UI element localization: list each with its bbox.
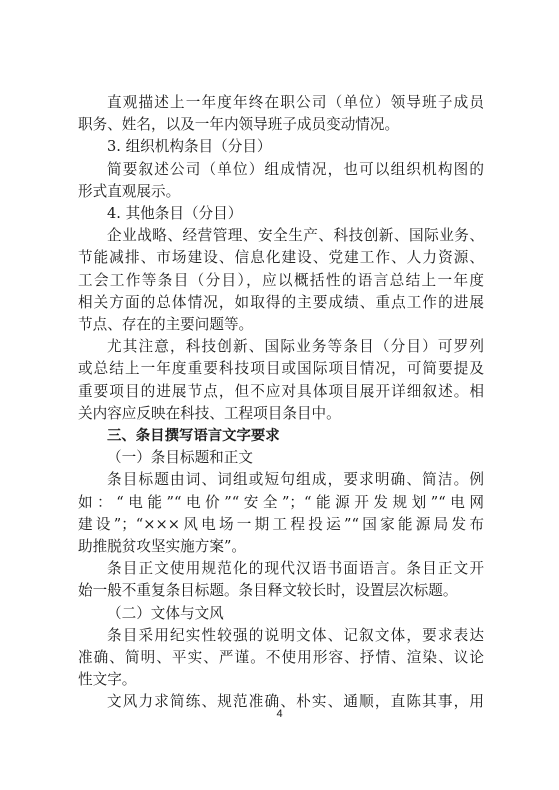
text-line: 工会工作等条目（分目），应以概括性的语言总结上一年度 [78, 271, 484, 289]
text-line: 职务、姓名，以及一年内领导班子成员变动情况。 [78, 116, 400, 134]
text-line: 形式直观展示。 [78, 182, 181, 200]
text-line: 条目采用纪实性较强的说明文体、记叙文体，要求表达 [107, 626, 484, 644]
text-line: 条目正文使用规范化的现代汉语书面语言。条目正文开 [107, 560, 484, 578]
text-line: 建设”；“×××风电场一期工程投运”“国家能源局发布 [78, 515, 484, 533]
text-line: 文风力求简练、规范准确、朴实、通顺，直陈其事，用 [107, 693, 484, 711]
text-line: 4. 其他条目（分目） [107, 205, 243, 223]
text-line: 重要项目的进展节点，但不应对具体项目展开详细叙述。相 [78, 382, 484, 400]
text-line: 简要叙述公司（单位）组成情况，也可以组织机构图的 [107, 160, 484, 178]
text-line: 助推脱贫攻坚实施方案”。 [78, 538, 246, 556]
page-number: 4 [276, 708, 283, 720]
text-line: 性文字。 [78, 671, 137, 689]
text-line: 企业战略、经营管理、安全生产、科技创新、国际业务、 [107, 227, 484, 245]
text-line: 或总结上一年度重要科技项目或国际项目情况，可简要提及 [78, 360, 484, 378]
text-line: （一）条目标题和正文 [107, 449, 253, 467]
text-line: 三、条目撰写语言文字要求 [107, 428, 280, 445]
text-line: 始一般不重复条目标题。条目释文较长时，设置层次标题。 [78, 582, 458, 600]
text-line: 关内容应反映在科技、工程项目条目中。 [78, 404, 341, 422]
text-line: 尤其注意，科技创新、国际业务等条目（分目）可罗列 [107, 338, 484, 356]
text-line: 相关方面的总体情况，如取得的主要成绩、重点工作的进展 [78, 293, 484, 311]
text-line: 直观描述上一年度年终在职公司（单位）领导班子成员 [107, 94, 484, 111]
text-line: 节点、存在的主要问题等。 [78, 316, 254, 334]
text-line: 节能减排、市场建设、信息化建设、党建工作、人力资源、 [78, 249, 484, 267]
text-line: 条目标题由词、词组或短句组成，要求明确、简洁。例 [107, 471, 484, 489]
text-line: 3. 组织机构条目（分目） [107, 138, 272, 156]
text-line: （二）文体与文风 [107, 604, 224, 622]
body-text [78, 92, 484, 714]
text-line: 准确、简明、平实、严谨。不使用形容、抒情、渲染、议论 [78, 649, 484, 667]
text-line: 如：“电能”“电价”“安全”；“能源开发规划”“电网 [78, 493, 484, 511]
